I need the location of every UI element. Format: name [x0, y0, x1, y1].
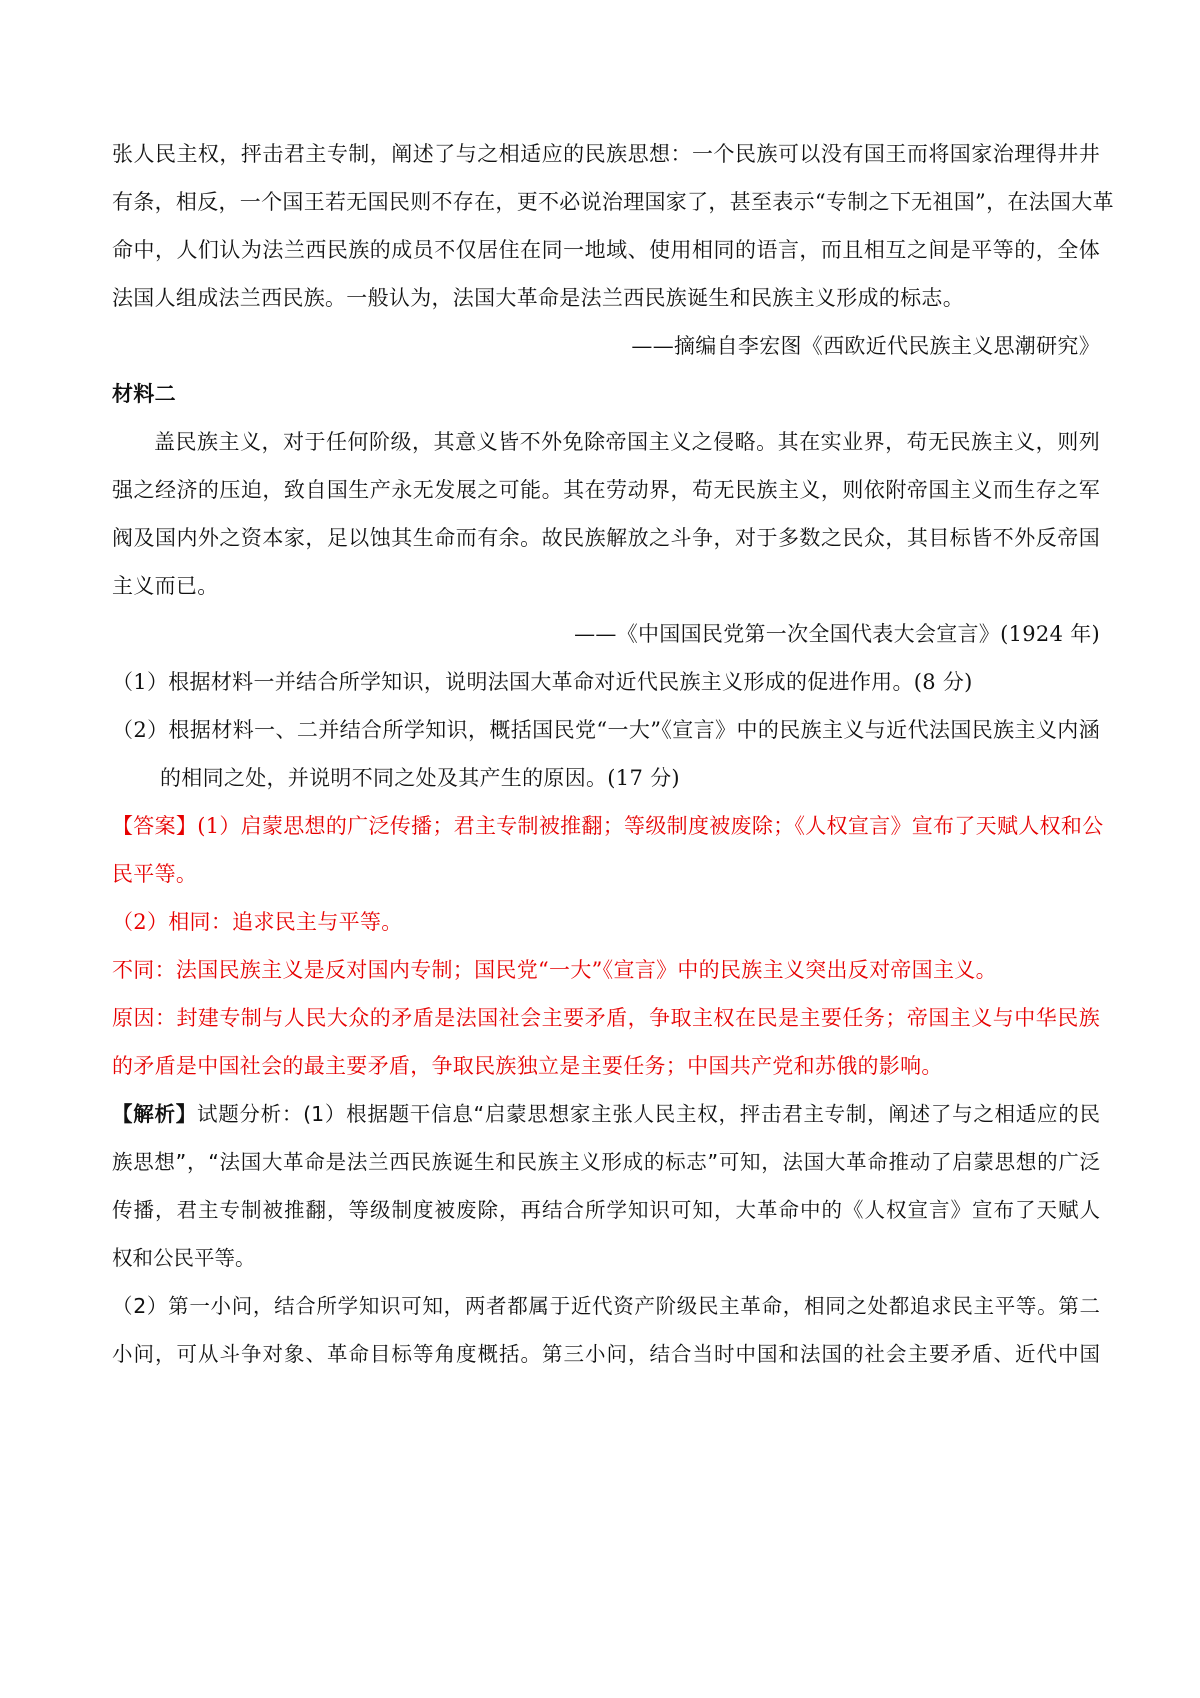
analysis-line: 小问，可从斗争对象、革命目标等角度概括。第三小问，结合当时中国和法国的社会主要矛盾、近代中国: [112, 1342, 1100, 1366]
question-1: （1）根据材料一并结合所学知识，说明法国大革命对近代民族主义形成的促进作用。(8 分): [112, 670, 973, 694]
analysis-line: 权和公民平等。: [112, 1246, 256, 1270]
analysis-line: [112, 1090, 1100, 1138]
material1-line: 有条，相反，一个国王若无国民则不存在，更不必说治理国家了，甚至表示“专制之下无祖国”，在法国大革: [112, 190, 1114, 214]
question-2: （2）根据材料一、二并结合所学知识，概括国民党“一大”《宣言》中的民族主义与近代法国民族主义内涵: [112, 718, 1100, 742]
document-page: [112, 130, 1114, 1378]
material1-line: 法国人组成法兰西民族。一般认为，法国大革命是法兰西民族诞生和民族主义形成的标志。: [112, 286, 964, 310]
answer-line: 不同：法国民族主义是反对国内专制；国民党“一大”《宣言》中的民族主义突出反对帝国主义。: [112, 958, 997, 982]
material1-line: 命中，人们认为法兰西民族的成员不仅居住在同一地域、使用相同的语言，而且相互之间是平等的，全体: [112, 238, 1100, 262]
question-2-cont: 的相同之处，并说明不同之处及其产生的原因。(17 分): [160, 766, 680, 790]
material2-heading: 材料二: [112, 381, 176, 406]
analysis-line: （2）第一小问，结合所学知识可知，两者都属于近代资产阶级民主革命，相同之处都追求民主平等。第二: [112, 1294, 1100, 1318]
answer-line: 的矛盾是中国社会的最主要矛盾，争取民族独立是主要任务；中国共产党和苏俄的影响。: [112, 1054, 943, 1078]
analysis-text: 试题分析：(1）根据题干信息“启蒙思想家主张人民主权，抨击君主专制，阐述了与之相适应的民: [196, 1102, 1100, 1126]
answer-line: 【答案】(1）启蒙思想的广泛传播；君主专制被推翻；等级制度被废除；《人权宣言》宣布了天赋人权和公: [112, 814, 1104, 838]
material2-source: ——《中国国民党第一次全国代表大会宣言》(1924 年): [574, 622, 1100, 646]
material1-source: ——摘编自李宏图《西欧近代民族主义思潮研究》: [631, 334, 1100, 358]
answer-line: 原因：封建专制与人民大众的矛盾是法国社会主要矛盾，争取主权在民是主要任务；帝国主义与中华民族: [112, 1006, 1100, 1030]
answer-line: 民平等。: [112, 862, 198, 886]
material2-line: 盖民族主义，对于任何阶级，其意义皆不外免除帝国主义之侵略。其在实业界，苟无民族主义，则列: [154, 430, 1100, 454]
analysis-line: 传播，君主专制被推翻，等级制度被废除，再结合所学知识可知，大革命中的《人权宣言》宣布了天赋人: [112, 1198, 1100, 1222]
material2-line: 主义而已。: [112, 574, 219, 598]
analysis-line: 族思想”，“法国大革命是法兰西民族诞生和民族主义形成的标志”可知，法国大革命推动了启蒙思想的广泛: [112, 1150, 1100, 1174]
answer-line: （2）相同：追求民主与平等。: [112, 910, 403, 934]
material1-line: 张人民主权，抨击君主专制，阐述了与之相适应的民族思想：一个民族可以没有国王而将国家治理得井井: [112, 142, 1100, 166]
material2-line: 强之经济的压迫，致自国生产永无发展之可能。其在劳动界，苟无民族主义，则依附帝国主义而生存之军: [112, 478, 1100, 502]
material2-line: 阀及国内外之资本家，足以蚀其生命而有余。故民族解放之斗争，对于多数之民众，其目标皆不外反帝国: [112, 526, 1100, 550]
analysis-label: 【解析】: [112, 1102, 197, 1126]
